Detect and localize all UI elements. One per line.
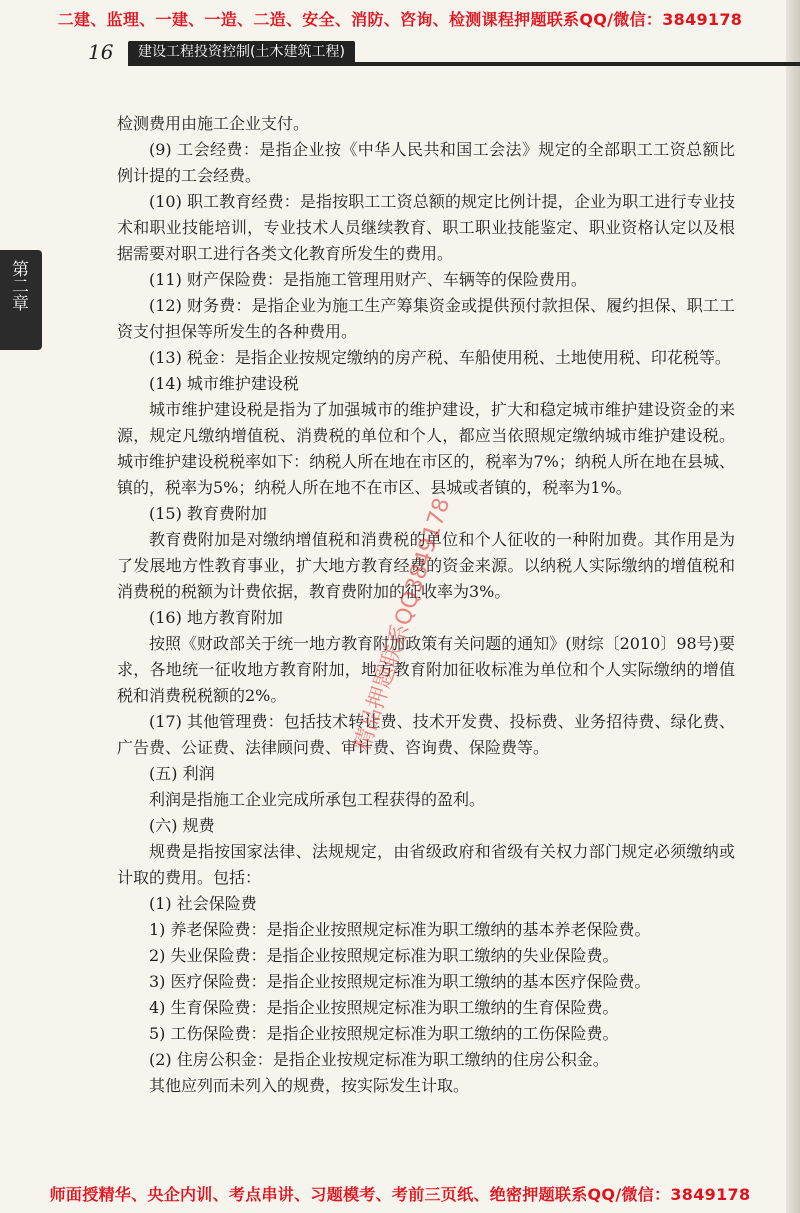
paragraph: (17) 其他管理费：包括技术转让费、技术开发费、投标费、业务招待费、绿化费、广告费、公证费、法律顾问费、审计费、咨询费、保险费等。 xyxy=(117,712,735,757)
paragraph: 规费是指按国家法律、法规规定，由省级政府和省级有关权力部门规定必须缴纳或计取的费用。包括： xyxy=(117,842,735,887)
paragraph: 2) 失业保险费：是指企业按照规定标准为职工缴纳的失业保险费。 xyxy=(149,946,619,965)
paragraph: 检测费用由施工企业支付。 xyxy=(117,114,310,133)
paragraph: (13) 税金：是指企业按规定缴纳的房产税、车船使用税、土地使用税、印花税等。 xyxy=(149,348,731,367)
header-rule xyxy=(128,62,800,66)
paragraph: (12) 财务费：是指企业为施工生产筹集资金或提供预付款担保、履约担保、职工工资支付担保等所发生的各种费用。 xyxy=(117,296,735,341)
paragraph: (11) 财产保险费：是指施工管理用财产、车辆等的保险费用。 xyxy=(149,270,587,289)
paragraph: 教育费附加是对缴纳增值税和消费税的单位和个人征收的一种附加费。其作用是为了发展地方性教育事业，扩大地方教育经费的资金来源。以纳税人实际缴纳的增值税和消费税的税额为计费依据，教育费附加的征收率为3%。 xyxy=(117,530,735,601)
paragraph: 4) 生育保险费：是指企业按照规定标准为职工缴纳的生育保险费。 xyxy=(149,998,619,1017)
paragraph: 其他应列而未列入的规费，按实际发生计取。 xyxy=(149,1076,470,1095)
watermark: 精品押题联系QQ3849178 xyxy=(349,494,456,755)
paragraph: (六) 规费 xyxy=(149,816,215,835)
paragraph: (9) 工会经费：是指企业按《中华人民共和国工会法》规定的全部职工工资总额比例计提的工会经费。 xyxy=(117,140,735,185)
body-text xyxy=(117,111,735,1099)
chapter-tab xyxy=(0,250,42,350)
bottom-advert-banner: 师面授精华、央企内训、考点串讲、习题模考、考前三页纸、绝密押题联系QQ/微信：3849178 xyxy=(49,1185,751,1204)
paragraph: 1) 养老保险费：是指企业按照规定标准为职工缴纳的基本养老保险费。 xyxy=(149,920,651,939)
paragraph: (14) 城市维护建设税 xyxy=(149,374,299,393)
top-advert-banner: 二建、监理、一建、一造、二造、安全、消防、咨询、检测课程押题联系QQ/微信：3849178 xyxy=(57,10,743,29)
chapter-tab-label: 第二章 xyxy=(8,260,28,311)
paragraph: 5) 工伤保险费：是指企业按照规定标准为职工缴纳的工伤保险费。 xyxy=(149,1024,619,1043)
paragraph: (2) 住房公积金：是指企业按规定标准为职工缴纳的住房公积金。 xyxy=(149,1050,609,1069)
paragraph: (1) 社会保险费 xyxy=(149,894,257,913)
running-header xyxy=(88,38,788,68)
paragraph: (16) 地方教育附加 xyxy=(149,608,283,627)
paragraph: (五) 利润 xyxy=(149,764,215,783)
page-edge xyxy=(786,0,800,1213)
page-number: 16 xyxy=(88,40,114,64)
paragraph: (10) 职工教育经费：是指按职工工资总额的规定比例计提，企业为职工进行专业技术和职业技能培训，专业技术人员继续教育、职工职业技能鉴定、职业资格认定以及根据需要对职工进行各类文化教育所发生的费用。 xyxy=(117,192,735,263)
paragraph: 利润是指施工企业完成所承包工程获得的盈利。 xyxy=(149,790,486,809)
paragraph: 城市维护建设税是指为了加强城市的维护建设，扩大和稳定城市维护建设资金的来源，规定凡缴纳增值税、消费税的单位和个人，都应当依照规定缴纳城市维护建设税。城市维护建设税税率如下：纳税人所在地在市区的，税率为7%；纳税人所在地在县城、镇的，税率为5%；纳税人所在地不在市区、县城或者镇的，税率为1%。 xyxy=(117,400,735,497)
paragraph: 按照《财政部关于统一地方教育附加政策有关问题的通知》(财综〔2010〕98号)要求，各地统一征收地方教育附加，地方教育附加征收标准为单位和个人实际缴纳的增值税和消费税税额的2%。 xyxy=(117,634,735,705)
paragraph: 3) 医疗保险费：是指企业按照规定标准为职工缴纳的基本医疗保险费。 xyxy=(149,972,651,991)
book-title: 建设工程投资控制(土木建筑工程) xyxy=(128,41,355,63)
paragraph: (15) 教育费附加 xyxy=(149,504,267,523)
